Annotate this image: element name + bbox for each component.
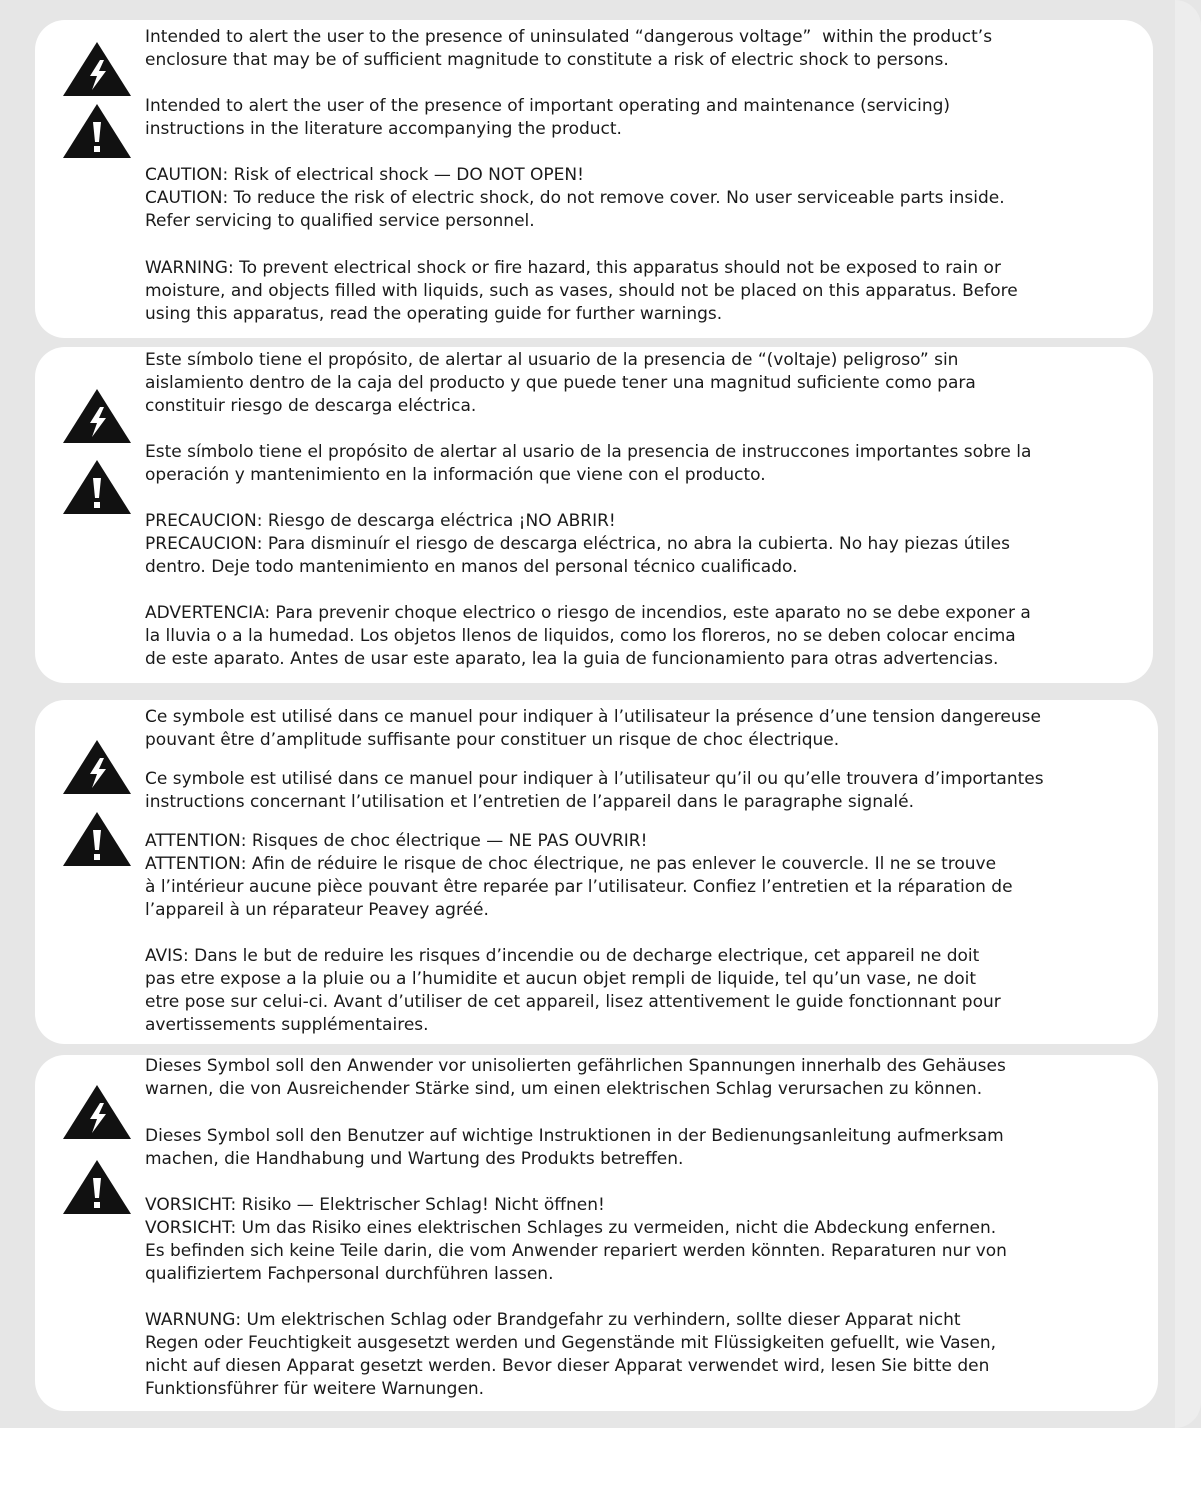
- safety-panel-spanish: [35, 347, 1153, 683]
- exclamation-icon: [61, 810, 133, 868]
- paragraph-caution: ATTENTION: Risques de choc électrique — NE PAS OUVRIR! ATTENTION: Afin de réduire le risque de choc électrique, ne pas enlever le couvercle. Il ne se trouve à l’intérieur aucune pièce pouvant être reparée par l’utilisateur. Confiez l’entretien et la réparation de l’appareil à un réparateur Peavey agréé.: [145, 831, 1013, 920]
- paragraph-instructions-alert: Dieses Symbol soll den Benutzer auf wichtige Instruktionen in der Bedienungsanleitung aufmerksam machen, die Handhabung und Wartung des Produkts betreffen.: [145, 1126, 1004, 1169]
- paragraph-voltage-alert: Intended to alert the user to the presence of uninsulated “dangerous voltage” within the product’s enclosure that may be of sufficient magnitude to constitute a risk of electric shock to persons.: [145, 27, 993, 70]
- safety-panel-german: [35, 1055, 1158, 1411]
- safety-panel-french: [35, 700, 1158, 1044]
- lightning-bolt-icon: [61, 738, 133, 796]
- paragraph-warning: WARNING: To prevent electrical shock or fire hazard, this apparatus should not be exposed to rain or moisture, and objects filled with liquids, such as vases, should not be placed on this apparatus. Before using this apparatus, read the operating guide for further warnings.: [145, 258, 1018, 324]
- lightning-bolt-icon: [61, 40, 133, 98]
- safety-panel-english: [35, 20, 1153, 338]
- paragraph-instructions-alert: Este símbolo tiene el propósito de alertar al usario de la presencia de instruccones importantes sobre la operación y mantenimiento en la información que viene con el producto.: [145, 442, 1032, 485]
- paragraph-voltage-alert: Este símbolo tiene el propósito, de alertar al usuario de la presencia de “(voltaje) peligroso” sin aislamiento dentro de la caja del producto y que puede tener una magnitud suficiente como para constituir riesgo de descarga eléctrica.: [145, 350, 976, 416]
- paragraph-warning: AVIS: Dans le but de reduire les risques d’incendie ou de decharge electrique, cet appareil ne doit pas etre expose a la pluie ou a l’humidite et aucun objet rempli de liquide, tel qu’un vase, ne doit etre pose sur celui-ci. Avant d’utiliser de cet appareil, lisez attentivement le guide fonctionnant pour avertissements supplémentaires.: [145, 946, 1001, 1035]
- paragraph-warning: ADVERTENCIA: Para prevenir choque electrico o riesgo de incendios, este aparato no se debe exponer a la lluvia o a la humedad. Los objetos llenos de liquidos, como los floreros, no se deben colocar encima de este aparato. Antes de usar este aparato, lea la guia de funcionamiento para otras advertencias.: [145, 603, 1031, 669]
- lightning-bolt-icon: [61, 387, 133, 445]
- page-edge: [1175, 0, 1201, 1428]
- paragraph-caution: CAUTION: Risk of electrical shock — DO NOT OPEN! CAUTION: To reduce the risk of electric shock, do not remove cover. No user serviceable parts inside. Refer servicing to qualified service personnel.: [145, 165, 1005, 231]
- exclamation-icon: [61, 1158, 133, 1216]
- exclamation-icon: [61, 458, 133, 516]
- paragraph-caution: PRECAUCION: Riesgo de descarga eléctrica ¡NO ABRIR! PRECAUCION: Para disminuír el riesgo de descarga eléctrica, no abra la cubierta. No hay piezas útiles dentro. Deje todo mantenimiento en manos del personal técnico cualificado.: [145, 511, 1010, 577]
- paragraph-voltage-alert: Dieses Symbol soll den Anwender vor unisolierten gefährlichen Spannungen innerhalb des Gehäuses warnen, die von Ausreichender Stärke sind, um einen elektrischen Schlag verursachen zu können.: [145, 1056, 1006, 1099]
- paragraph-voltage-alert: Ce symbole est utilisé dans ce manuel pour indiquer à l’utilisateur la présence d’une tension dangereuse pouvant être d’amplitude suffisante pour constituer un risque de choc électrique.: [145, 707, 1041, 750]
- exclamation-icon: [61, 102, 133, 160]
- paragraph-warning: WARNUNG: Um elektrischen Schlag oder Brandgefahr zu verhindern, sollte dieser Apparat nicht Regen oder Feuchtigkeit ausgesetzt werden und Gegenstände mit Flüssigkeiten gefuellt, wie Vasen, nicht auf diesen Apparat gesetzt werden. Bevor dieser Apparat verwendet wird, lesen Sie bitte den Funktionsführer für weitere Warnungen.: [145, 1310, 997, 1399]
- paragraph-instructions-alert: Ce symbole est utilisé dans ce manuel pour indiquer à l’utilisateur qu’il ou qu’elle trouvera d’importantes instructions concernant l’utilisation et l’entretien de l’appareil dans le paragraphe signalé.: [145, 769, 1044, 812]
- paragraph-instructions-alert: Intended to alert the user of the presence of important operating and maintenance (servicing) instructions in the literature accompanying the product.: [145, 96, 951, 139]
- paragraph-caution: VORSICHT: Risiko — Elektrischer Schlag! Nicht öffnen! VORSICHT: Um das Risiko eines elektrischen Schlages zu vermeiden, nicht die Abdeckung enfernen. Es befinden sich keine Teile darin, die vom Anwender repariert werden könnten. Reparaturen nur von qualifiziertem Fachpersonal durchführen lassen.: [145, 1195, 1007, 1284]
- lightning-bolt-icon: [61, 1083, 133, 1141]
